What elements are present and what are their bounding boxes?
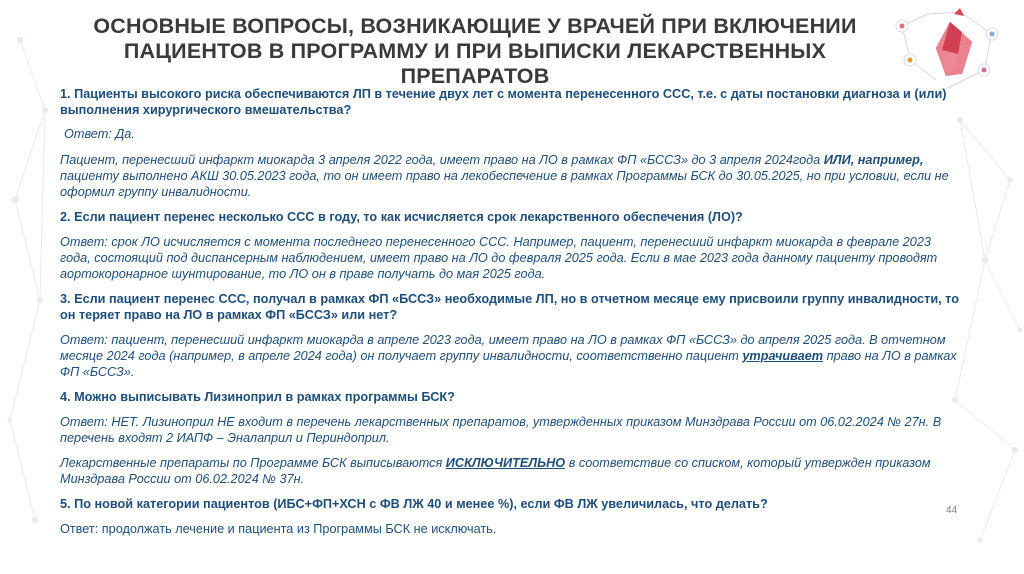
question-4: 4. Можно выписывать Лизиноприл в рамках программы БСК? <box>60 390 455 404</box>
answer-4-note <box>60 455 960 487</box>
answer-3-text: Ответ: пациент, перенесший инфаркт миокарда в апреле 2023 года, имеет право на ЛО в рамках ФП «БССЗ» до апреля 2025 года. В отчетном месяце 2024 года (например, в апреле 2024 года) он получает группу инвалидности, соответственно пациент <box>60 333 946 363</box>
question-3: 3. Если пациент перенес ССС, получал в рамках ФП «БССЗ» необходимые ЛП, но в отчетном месяце ему присвоили группу инвалидности, то он теряет право на ЛО в рамках ФП «БССЗ» или нет? <box>60 292 959 322</box>
title-line: ПАЦИЕНТОВ В ПРОГРАММУ И ПРИ ВЫПИСКИ ЛЕКАРСТВЕННЫХ <box>123 39 827 63</box>
answer-4-note-text: Лекарственные препараты по Программе БСК выписываются <box>60 456 446 470</box>
title-line: ПРЕПАРАТОВ <box>400 64 550 88</box>
example-1-emphasis: ИЛИ, например, <box>823 153 924 167</box>
title-line: ОСНОВНЫЕ ВОПРОСЫ, ВОЗНИКАЮЩИЕ У ВРАЧЕЙ ПРИ ВКЛЮЧЕНИИ <box>93 14 857 38</box>
answer-4-note-emphasis: ИСКЛЮЧИТЕЛЬНО <box>445 456 566 470</box>
answer-4-note-text: в соответствие со списком, который утвержден приказом Минздрава России от 06.02.2024 № 37н. <box>60 456 931 486</box>
question-5: 5. По новой категории пациентов (ИБС+ФП+ХСН с ФВ ЛЖ 40 и менее %), если ФВ ЛЖ увеличилась, что делать? <box>60 497 768 511</box>
example-1-text: пациенту выполнено АКШ 30.05.2023 года, то он имеет право на лекобеспечение в рамках Программы БСК до 30.05.2025, но при условии, если не оформил группу инвалидности. <box>60 169 949 199</box>
question-2: 2. Если пациент перенес несколько ССС в году, то как исчисляется срок лекарственного обеспечения (ЛО)? <box>60 210 743 224</box>
slide-title <box>60 14 890 89</box>
answer-3-emphasis: утрачивает <box>742 349 824 363</box>
slide-content <box>60 86 960 537</box>
answer-4: Ответ: НЕТ. Лизиноприл НЕ входит в перечень лекарственных препаратов, утвержденных приказом Минздрава России от 06.02.2024 № 27н. В перечень входят 2 ИАПФ – Эналаприл и Периндоприл. <box>60 415 942 445</box>
question-1: 1. Пациенты высокого риска обеспечиваются ЛП в течение двух лет с момента перенесенного ССС, т.е. с даты постановки диагноза и (или) выполнения хирургического вмешательства? <box>60 87 947 117</box>
answer-2: Ответ: срок ЛО исчисляется с момента последнего перенесенного ССС. Например, пациент, перенесший инфаркт миокарда в феврале 2023 года, состоящий под диспансерным наблюдением, имеет право на ЛО до февраля 2025 года. Если в мае 2023 года данному пациенту проводят аортокоронарное шунтирование, то ЛО он в праве получать до мая 2025 года. <box>60 235 938 281</box>
heart-network-icon <box>888 4 1008 92</box>
answer-1: Ответ: Да. <box>64 127 135 141</box>
example-1-text: Пациент, перенесший инфаркт миокарда 3 апреля 2022 года, имеет право на ЛО в рамках ФП «БССЗ» до 3 апреля 2024года <box>60 153 824 167</box>
answer-3-text: право на ЛО в рамках ФП «БССЗ». <box>60 349 957 379</box>
answer-5: Ответ: продолжать лечение и пациента из Программы БСК не исключать. <box>60 522 497 536</box>
slide-number: 44 <box>946 505 958 516</box>
answer-3 <box>60 332 960 380</box>
example-1 <box>60 152 960 200</box>
